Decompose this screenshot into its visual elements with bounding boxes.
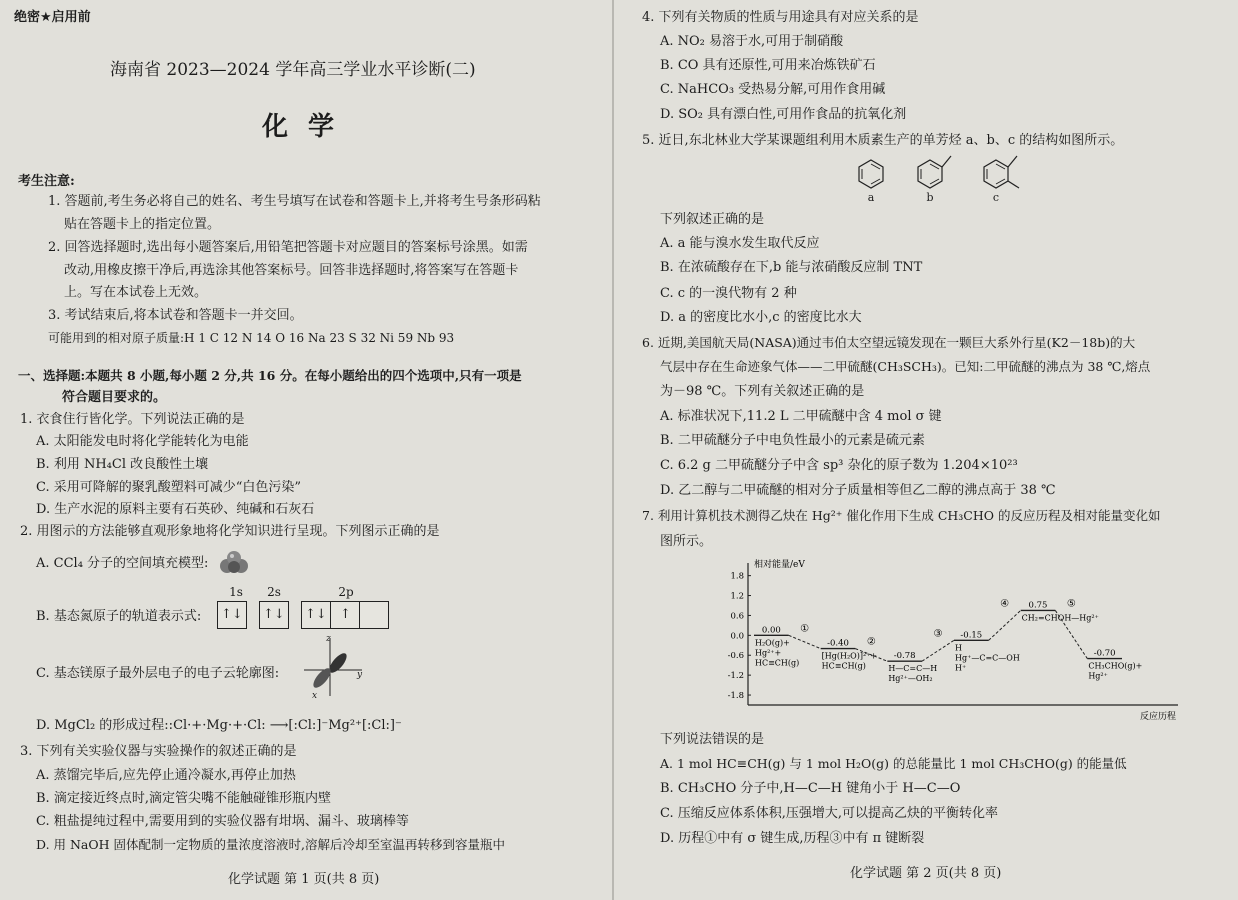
species-label: HC≡CH(g) [755,658,800,668]
q7-stem: 7. 利用计算机技术测得乙炔在 Hg²⁺ 催化作用下生成 CH₃CHO 的反应历程及相对能量变化如 [642,508,1161,523]
q3-stem: 3. 下列有关实验仪器与实验操作的叙述正确的是 [20,744,297,759]
notice-line: 上。写在本试卷上无效。 [64,285,208,300]
notice-line: 1. 答题前,考生务必将自己的姓名、考生号填写在试卷和答题卡上,并将考生号条形码粘 [48,194,541,209]
q4-option-d: D. SO₂ 具有漂白性,可用作食品的抗氧化剂 [660,107,907,122]
q5-option-c: C. c 的一溴代物有 2 种 [660,286,797,301]
page-footer: 化学试题 第 1 页(共 8 页) [228,872,380,887]
q5-option-a: A. a 能与溴水发生取代反应 [660,236,820,251]
q3-option-d: D. 用 NaOH 固体配制一定物质的量浓度溶液时,溶解后冷却至室温再转移到容量瓶中 [36,837,505,852]
y-tick-label: -0.6 [727,651,744,662]
orbital-box-2p: ↑↓ [301,601,331,629]
q5-stem: 5. 近日,东北林业大学某课题组利用木质素生产的单芳烃 a、b、c 的结构如图所示。 [642,133,1124,148]
energy-value-label: -0.78 [893,651,916,662]
struct-label-a: a [867,191,875,204]
xylene-structure-c [981,152,1027,192]
orbital-label-2p: 2p [338,585,354,599]
axis-x-label: x [312,691,318,701]
transition-connector [922,640,954,661]
y-tick-label: -1.8 [727,691,744,702]
energy-value-label: 0.75 [1028,600,1048,611]
transition-connector [789,635,821,648]
ccl4-model-icon [218,548,250,578]
y-tick-label: 1.8 [730,571,744,582]
transition-connector [989,610,1021,640]
q2-stem: 2. 用图示的方法能够直观形象地将化学知识进行呈现。下列图示正确的是 [20,524,440,539]
notice-line: 3. 考试结束后,将本试卷和答题卡一并交回。 [48,308,303,323]
species-label: Hg²⁺+ [755,648,782,658]
orbital-box-2p: ↑ [330,601,360,629]
step-marker: ⑤ [1066,598,1076,610]
q4-option-c: C. NaHCO₃ 受热易分解,可用作食用碱 [660,82,886,97]
toluene-structure-b [915,152,955,190]
energy-value-label: -0.40 [827,638,849,649]
q4-option-a: A. NO₂ 易溶于水,可用于制硝酸 [660,34,844,49]
q6-stem-cont: 为－98 ℃。下列有关叙述正确的是 [660,384,865,399]
q7-option-c: C. 压缩反应体系体积,压强增大,可以提高乙炔的平衡转化率 [660,806,999,821]
species-label: CH₃CHO(g)+ [1088,661,1143,671]
page-divider [612,0,614,900]
q7-option-b: B. CH₃CHO 分子中,H—C—H 键角小于 H—C—O [660,781,961,796]
step-marker: ④ [1000,598,1010,610]
q5-sub: 下列叙述正确的是 [660,212,765,227]
q2-option-a: A. CCl₄ 分子的空间填充模型: [36,556,209,571]
q5-option-d: D. a 的密度比水小,c 的密度比水大 [660,310,862,325]
species-label: H [955,643,962,653]
axis-z-label: z [326,634,331,644]
page-footer: 化学试题 第 2 页(共 8 页) [850,866,1002,881]
subject-title: 化学 [262,112,355,142]
q3-option-b: B. 滴定接近终点时,滴定管尖嘴不能触碰锥形瓶内壁 [36,791,331,806]
notice-line: 2. 回答选择题时,选出每小题答案后,用铅笔把答题卡对应题目的答案标号涂黑。如需 [48,240,528,255]
energy-profile-chart [708,555,1188,725]
benzene-structure-a [856,158,886,190]
step-marker: ③ [933,628,943,640]
q1-option-d: D. 生产水泥的原料主要有石英砂、纯碱和石灰石 [36,502,315,517]
q4-option-b: B. CO 具有还原性,可用来冶炼铁矿石 [660,58,876,73]
q5-option-b: B. 在浓硫酸存在下,b 能与浓硝酸反应制 TNT [660,260,923,275]
q6-option-b: B. 二甲硫醚分子中电负性最小的元素是硫元素 [660,433,925,448]
struct-label-b: b [926,191,934,204]
p-orbital-diagram [300,630,370,700]
species-label: HC≡CH(g) [821,661,866,671]
species-label: H⁺ [955,663,967,673]
y-tick-label: 0.0 [730,631,744,642]
notice-line: 改动,用橡皮擦干净后,再选涂其他答案标号。回答非选择题时,将答案写在答题卡 [64,263,519,278]
orbital-box-2p [359,601,389,629]
species-label: H₂O(g)+ [755,638,790,648]
species-label: Hg⁺—C=C—OH [955,653,1020,663]
y-tick-label: 1.2 [730,591,744,602]
q3-option-c: C. 粗盐提纯过程中,需要用到的实验仪器有坩埚、漏斗、玻璃棒等 [36,814,409,829]
q7-option-d: D. 历程①中有 σ 键生成,历程③中有 π 键断裂 [660,831,925,846]
energy-value-label: -0.15 [960,630,983,641]
y-tick-label: -1.2 [727,671,744,682]
q7-sub: 下列说法错误的是 [660,732,765,747]
q1-stem: 1. 衣食住行皆化学。下列说法正确的是 [20,412,245,427]
q2-option-d: D. MgCl₂ 的形成过程::Cl·+·Mg·+·Cl: ⟶[:Cl:]⁻Mg²⁺[:Cl:]⁻ [36,718,402,733]
q7-stem-cont: 图所示。 [660,534,713,549]
step-marker: ① [800,623,810,635]
orbital-box-2s: ↑↓ [259,601,289,629]
section-heading: 一、选择题:本题共 8 小题,每小题 2 分,共 16 分。在每小题给出的四个选项中,只有一项是 [18,368,522,383]
orbital-label-2s: 2s [267,585,281,599]
axis-y-label: y [357,670,363,680]
y-axis-label: 相对能量/eV [754,560,805,570]
q6-stem: 6. 近期,美国航天局(NASA)通过韦伯太空望远镜发现在一颗巨大系外行星(K2－18b)的大 [642,335,1136,350]
x-axis-label: 反应历程 [1139,712,1176,722]
q1-option-a: A. 太阳能发电时将化学能转化为电能 [36,434,249,449]
q2-option-c: C. 基态镁原子最外层电子的电子云轮廓图: [36,666,280,681]
species-label: Hg²⁺—OH₂ [888,674,933,684]
notice-line: 贴在答题卡上的指定位置。 [64,217,221,232]
step-marker: ② [866,636,876,648]
page-2 [618,0,1238,900]
orbital-label-1s: 1s [229,585,243,599]
q1-option-b: B. 利用 NH₄Cl 改良酸性土壤 [36,457,209,472]
atomic-masses: 可能用到的相对原子质量:H 1 C 12 N 14 O 16 Na 23 S 32 Ni 59 Nb 93 [48,331,455,345]
q3-option-a: A. 蒸馏完毕后,应先停止通冷凝水,再停止加热 [36,768,296,783]
exam-title: 海南省 2023—2024 学年高三学业水平诊断(二) [110,60,476,80]
q6-option-a: A. 标准状况下,11.2 L 二甲硫醚中含 4 mol σ 键 [660,409,942,424]
species-label: H—C=C—H [888,664,938,674]
y-tick-label: 0.6 [730,611,744,622]
q2-option-b: B. 基态氮原子的轨道表示式: [36,609,202,624]
q6-option-d: D. 乙二醇与二甲硫醚的相对分子质量相等但乙二醇的沸点高于 38 ℃ [660,483,1056,498]
q6-option-c: C. 6.2 g 二甲硫醚分子中含 sp³ 杂化的原子数为 1.204×10²³ [660,458,1018,473]
q1-option-c: C. 采用可降解的聚乳酸塑料可减少“白色污染” [36,480,302,495]
species-label: CH₂=CHOH—Hg²⁺ [1021,613,1099,623]
q4-stem: 4. 下列有关物质的性质与用途具有对应关系的是 [642,10,919,25]
secret-label: 绝密★启用前 [14,10,91,25]
q6-stem-cont: 气层中存在生命迹象气体——二甲硫醚(CH₃SCH₃)。已知:二甲硫醚的沸点为 38 ℃,熔点 [660,359,1151,374]
struct-label-c: c [992,191,1000,204]
species-label: Hg²⁺ [1088,671,1108,681]
species-label: [Hg(H₂O)]²⁺+ [821,651,878,661]
q7-option-a: A. 1 mol HC≡CH(g) 与 1 mol H₂O(g) 的总能量比 1 mol CH₃CHO(g) 的能量低 [660,756,1127,771]
notice-heading: 考生注意: [18,174,75,189]
orbital-box-1s: ↑↓ [217,601,247,629]
page-1 [0,0,608,900]
energy-value-label: 0.00 [761,625,781,636]
energy-profile-svg [708,555,1188,725]
energy-value-label: -0.70 [1093,648,1116,659]
section-heading-cont: 符合题目要求的。 [62,390,167,405]
